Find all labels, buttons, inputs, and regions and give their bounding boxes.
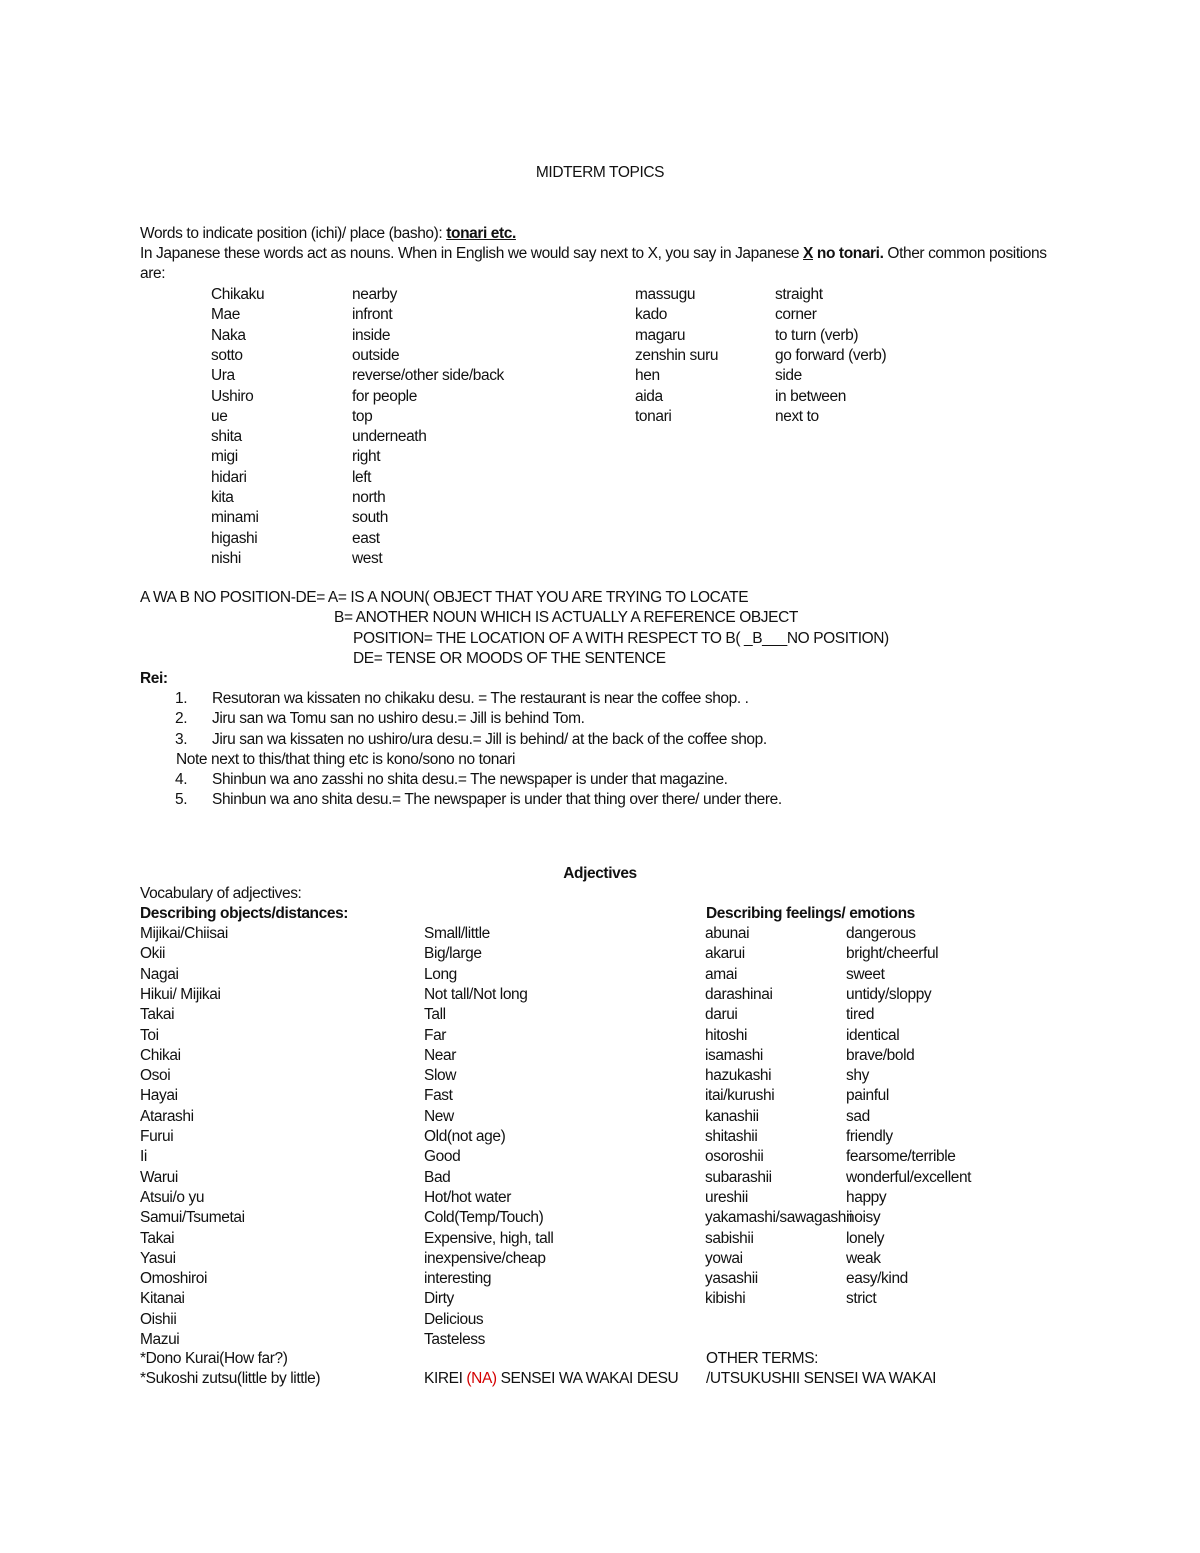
term-english: Small/little [424, 925, 490, 942]
positions-explanation-cont: are: [140, 265, 166, 282]
term-japanese: nishi [211, 549, 241, 567]
term-japanese: darui [705, 1006, 738, 1024]
term-english: Expensive, high, tall [424, 1229, 554, 1247]
term-english: Cold(Temp/Touch) [424, 1209, 544, 1227]
term-japanese: zenshin suru [635, 346, 719, 364]
example-text: Shinbun wa ano zasshi no shita desu.= The newspaper is under that magazine. [212, 771, 728, 788]
na-marker: (NA) [466, 1370, 497, 1387]
term-japanese: ureshii [705, 1188, 748, 1206]
page-title: MIDTERM TOPICS [535, 164, 665, 181]
term-english: side [775, 367, 802, 385]
term-japanese: Okii [140, 945, 166, 963]
term-japanese: Yasui [140, 1249, 176, 1267]
term-english: sweet [846, 965, 885, 983]
term-english: inexpensive/cheap [424, 1249, 546, 1267]
grammar-line-2: B= ANOTHER NOUN WHICH IS ACTUALLY A REFERENCE OBJECT [334, 609, 798, 626]
term-japanese: isamashi [705, 1046, 763, 1064]
term-japanese: hen [635, 367, 660, 385]
term-japanese: massugu [635, 286, 696, 303]
term-japanese: Chikai [140, 1046, 181, 1064]
term-english: wonderful/excellent [846, 1168, 972, 1186]
term-english: Tasteless [424, 1331, 486, 1348]
term-english: Not tall/Not long [424, 985, 528, 1003]
term-japanese: subarashii [705, 1168, 772, 1186]
term-english: shy [846, 1067, 869, 1085]
example-number: 5. [175, 791, 188, 809]
term-english: Dirty [424, 1290, 454, 1308]
term-english: top [352, 407, 373, 425]
example-number: 1. [175, 690, 188, 707]
term-japanese: shita [211, 428, 242, 446]
term-english: Big/large [424, 945, 482, 963]
term-japanese: Mijikai/Chiisai [140, 925, 228, 942]
example-text: Shinbun wa ano shita desu.= The newspaper is under that thing over there/ under there. [212, 791, 782, 809]
positions-explanation: In Japanese these words act as nouns. When in English we would say next to X, you say in Japanese X no tonari. Other common positions [140, 245, 1047, 262]
rei-label: Rei: [140, 670, 168, 687]
term-english: untidy/sloppy [846, 985, 932, 1003]
term-english: east [352, 529, 380, 547]
term-english: nearby [352, 286, 397, 303]
term-japanese: Atarashi [140, 1107, 194, 1125]
term-english: north [352, 489, 386, 506]
term-japanese: Ushiro [211, 387, 254, 405]
term-japanese: Osoi [140, 1067, 171, 1085]
term-japanese: akarui [705, 945, 745, 963]
term-japanese: magaru [635, 326, 686, 344]
term-japanese: aida [635, 387, 663, 405]
term-japanese: Furui [140, 1128, 174, 1145]
term-english: Near [424, 1046, 456, 1064]
term-english: Fast [424, 1087, 453, 1105]
term-english: weak [846, 1249, 881, 1267]
term-english: fearsome/terrible [846, 1148, 956, 1166]
kirei-sentence: KIREI (NA) SENSEI WA WAKAI DESU [424, 1370, 679, 1387]
term-japanese: shitashii [705, 1128, 758, 1145]
term-japanese: Mazui [140, 1331, 180, 1348]
term-english: friendly [846, 1128, 893, 1145]
term-english: underneath [352, 428, 427, 446]
term-japanese: yakamashi/sawagashii [705, 1209, 853, 1227]
positions-intro: Words to indicate position (ichi)/ place (basho): tonari etc. [140, 225, 516, 242]
term-japanese: tonari [635, 407, 672, 425]
term-english: Old(not age) [424, 1128, 506, 1145]
term-japanese: hitoshi [705, 1026, 748, 1044]
term-japanese: hidari [211, 468, 247, 486]
term-english: identical [846, 1026, 900, 1044]
sukoshi-zutsu: *Sukoshi zutsu(little by little) [140, 1370, 321, 1387]
term-english: bright/cheerful [846, 945, 939, 963]
term-japanese: Mae [211, 306, 240, 324]
term-japanese: Naka [211, 326, 246, 344]
intro-keyword: tonari etc. [446, 225, 516, 242]
other-terms-label: OTHER TERMS: [706, 1350, 819, 1367]
term-english: Long [424, 965, 457, 983]
example-number: 2. [175, 710, 188, 728]
term-english: Good [424, 1148, 461, 1166]
term-english: infront [352, 306, 393, 324]
term-japanese: Ii [140, 1148, 147, 1166]
adjectives-heading: Adjectives [563, 865, 637, 882]
term-english: Hot/hot water [424, 1188, 511, 1206]
term-japanese: Omoshiroi [140, 1270, 208, 1288]
term-japanese: kanashii [705, 1107, 759, 1125]
term-japanese: Nagai [140, 965, 179, 983]
term-japanese: ue [211, 407, 228, 425]
term-english: New [424, 1107, 454, 1125]
term-japanese: Hayai [140, 1087, 178, 1105]
term-japanese: yasashii [705, 1270, 758, 1288]
term-japanese: sabishii [705, 1229, 754, 1247]
term-japanese: minami [211, 509, 259, 527]
term-english: right [352, 448, 381, 466]
term-japanese: darashinai [705, 985, 773, 1003]
term-english: Bad [424, 1168, 451, 1186]
example-number: 4. [175, 771, 188, 788]
vocab-label: Vocabulary of adjectives: [140, 885, 302, 902]
term-japanese: kibishi [705, 1290, 746, 1308]
term-japanese: Samui/Tsumetai [140, 1209, 245, 1227]
term-japanese: Hikui/ Mijikai [140, 985, 221, 1003]
example-text: Jiru san wa kissaten no ushiro/ura desu.= Jill is behind/ at the back of the coffee shop. [212, 730, 767, 748]
term-english: go forward (verb) [775, 346, 887, 364]
term-japanese: migi [211, 448, 238, 466]
term-japanese: Warui [140, 1168, 178, 1186]
term-english: west [352, 549, 383, 567]
term-japanese: Kitanai [140, 1290, 185, 1308]
example-text: Resutoran wa kissaten no chikaku desu. = The restaurant is near the coffee shop. . [212, 690, 749, 707]
term-english: corner [775, 306, 817, 324]
term-japanese: Toi [140, 1026, 159, 1044]
term-english: dangerous [846, 925, 916, 942]
term-japanese: Oishii [140, 1310, 177, 1328]
term-english: Tall [424, 1006, 446, 1024]
term-japanese: itai/kurushi [705, 1087, 775, 1105]
term-japanese: Takai [140, 1229, 175, 1247]
term-english: next to [775, 407, 819, 425]
example-text: Jiru san wa Tomu san no ushiro desu.= Jill is behind Tom. [212, 710, 585, 728]
term-english: south [352, 509, 388, 527]
term-english: Slow [424, 1067, 456, 1085]
term-english: tired [846, 1006, 875, 1024]
term-japanese: osoroshii [705, 1148, 764, 1166]
term-japanese: kita [211, 489, 234, 506]
term-english: Delicious [424, 1310, 484, 1328]
note-line: Note next to this/that thing etc is kono/sono no tonari [176, 751, 516, 768]
grammar-line-1: A WA B NO POSITION-DE= A= IS A NOUN( OBJECT THAT YOU ARE TRYING TO LOCATE [140, 589, 749, 606]
term-japanese: sotto [211, 346, 243, 364]
term-english: noisy [846, 1209, 881, 1227]
term-japanese: kado [635, 306, 668, 324]
term-english: happy [846, 1188, 887, 1206]
example-number: 3. [175, 730, 188, 748]
utsukushii-sentence: /UTSUKUSHII SENSEI WA WAKAI [706, 1370, 937, 1387]
term-japanese: Chikaku [211, 286, 265, 303]
term-japanese: amai [705, 965, 737, 983]
term-japanese: hazukashi [705, 1067, 772, 1085]
feelings-heading: Describing feelings/ emotions [706, 905, 915, 922]
grammar-line-3: POSITION= THE LOCATION OF A WITH RESPECT TO B( _B___NO POSITION) [353, 630, 889, 647]
objects-heading: Describing objects/distances: [140, 905, 349, 922]
term-japanese: yowai [705, 1249, 743, 1267]
term-english: to turn (verb) [775, 326, 859, 344]
term-english: inside [352, 326, 391, 344]
term-english: left [352, 468, 372, 486]
term-english: strict [846, 1290, 877, 1308]
term-english: painful [846, 1087, 889, 1105]
term-japanese: Takai [140, 1006, 175, 1024]
term-english: for people [352, 387, 417, 405]
term-english: easy/kind [846, 1270, 908, 1288]
term-english: interesting [424, 1270, 492, 1288]
term-japanese: higashi [211, 529, 258, 547]
term-english: brave/bold [846, 1046, 915, 1064]
term-english: reverse/other side/back [352, 367, 504, 385]
term-japanese: Ura [211, 367, 235, 385]
term-japanese: Atsui/o yu [140, 1188, 205, 1206]
term-english: Far [424, 1026, 447, 1044]
term-japanese: abunai [705, 925, 750, 942]
term-english: in between [775, 387, 846, 405]
grammar-line-4: DE= TENSE OR MOODS OF THE SENTENCE [353, 650, 666, 667]
term-english: sad [846, 1107, 870, 1125]
term-english: straight [775, 286, 823, 303]
term-english: outside [352, 346, 400, 364]
dono-kurai: *Dono Kurai(How far?) [140, 1350, 288, 1367]
term-english: lonely [846, 1229, 885, 1247]
